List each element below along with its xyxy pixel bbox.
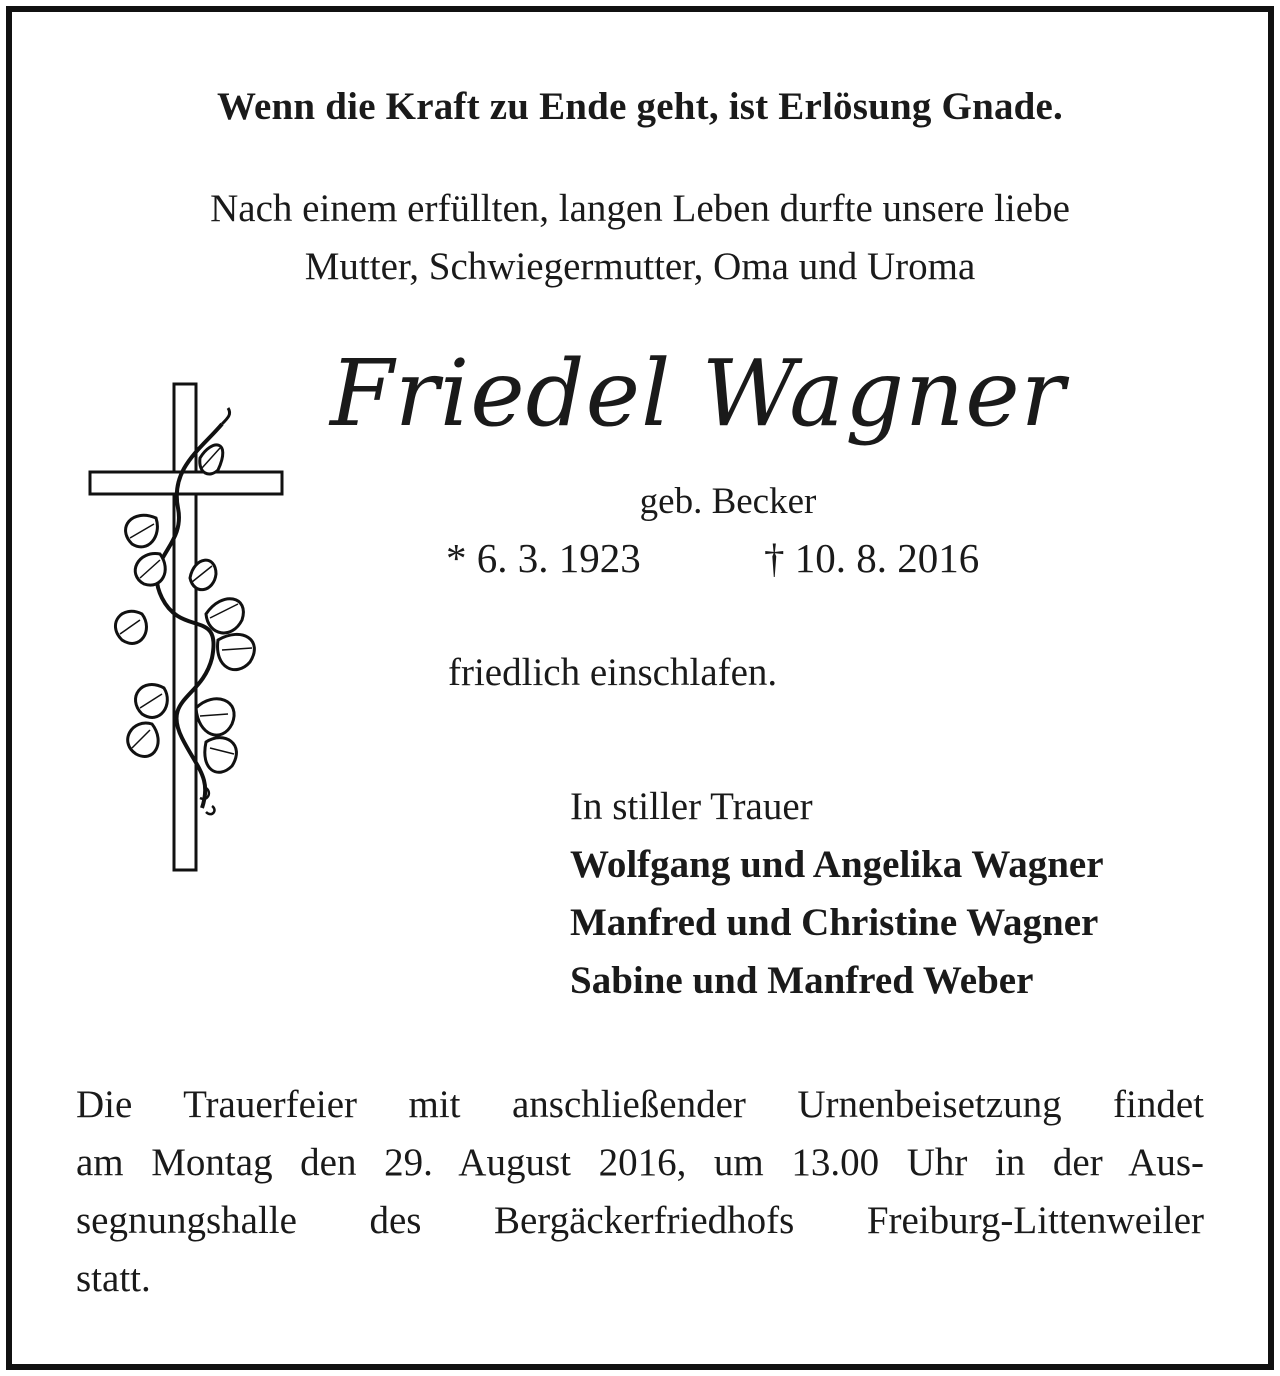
death-date: † 10. 8. 2016 [764,535,980,581]
service-line-2: am Montag den 29. August 2016, um 13.00 Uhr in der Aus- [76,1141,1204,1184]
maiden-name: geb. Becker [639,481,817,522]
cross-with-vine-icon [82,378,292,878]
mourners-block [570,778,1104,1010]
intro-line-2: Mutter, Schwiegermutter, Oma und Uroma [304,245,976,288]
passing-text: friedlich einschlafen. [448,651,778,694]
intro-text [0,180,1280,296]
mourner-family: Wolfgang und Angelika Wagner [570,843,1104,886]
intro-line-1: Nach einem erfüllten, langen Leben durfte unsere liebe [210,187,1070,230]
mourner-family: Sabine und Manfred Weber [570,959,1034,1002]
service-line-3: segnungshalle des Bergäckerfriedhofs Freiburg-Littenweiler [76,1199,1204,1242]
service-line-1: Die Trauerfeier mit anschließender Urnenbeisetzung findet [76,1083,1204,1126]
mourner-family: Manfred und Christine Wagner [570,901,1099,944]
service-line-4: statt. [76,1257,151,1300]
mourners-intro: In stiller Trauer [570,785,813,828]
motto-line: Wenn die Kraft zu Ende geht, ist Erlösung Gnade. [216,85,1064,128]
service-announcement [76,1076,1204,1308]
birth-date: * 6. 3. 1923 [446,535,641,581]
deceased-name: Friedel Wagner [330,340,1066,447]
